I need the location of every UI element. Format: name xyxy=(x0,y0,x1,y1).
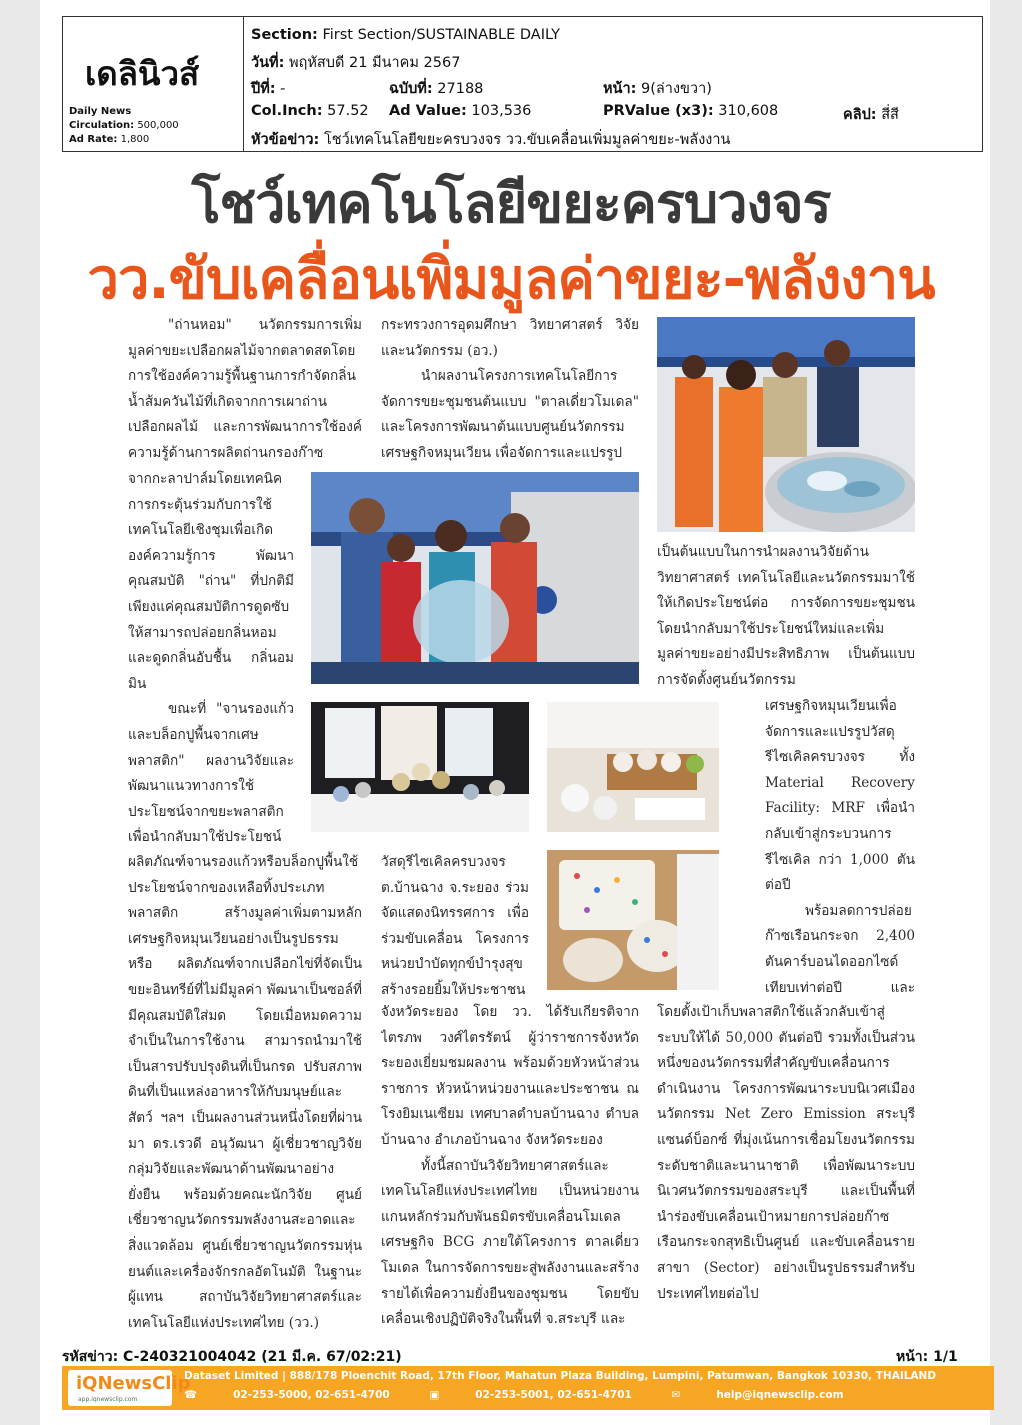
headline-line-2: วว.ขับเคลื่อนเพิ่มมูลค่าขยะ-พลังงาน xyxy=(87,247,935,312)
photo-eggshell-chalk xyxy=(547,702,719,832)
article-col2-mid: วัสดุรีไซเคิลครบวงจร ต.บ้านฉาง จ.ระยอง ร่วมจัดแสดงนิทรรศการ เพื่อร่วมขับเคลื่อน โครงการหน่วยบำบัดทุกข์บำรุงสุข สร้างรอยยิ้มให้ประชาชน xyxy=(381,854,529,998)
year-field: ปีที่: - xyxy=(251,81,286,97)
headline-field: หัวข้อข่าว: โชว์เทคโนโลยีขยะครบวงจร วว.ขับเคลื่อนเพิ่มมูลค่าขยะ-พลังงาน xyxy=(251,132,731,148)
article-col1-bottom: ผลิตภัณฑ์จานรองแก้วหรือบล็อกปูพื้นใช้ประโยชน์จากของเหลือทิ้งประเภทพลาสติก สร้างมูลค่าเพิ่มตามหลักเศรษฐกิจหมุนเวียนอย่างเป็นรูปธรรม หรือ ผลิตภัณฑ์จากเปลือกไข่ที่จัดเป็นขยะอินทรีย์ที่ไม่มีมูลค่า พัฒนาเป็นซอล์ที่มีคุณสมบัติใส่มด โดยเมื่อหมดความจำเป็นในการใช้งาน สามารถนำมาใช้เป็นสารปรับปรุงดินที่เป็นกรด ปรับสภาพดินที่เป็นแหล่งอาหารให้กับมนุษย์และสัตว์ ฯลฯ เป็นผลงานส่วนหนึ่งโดยที่ผ่านมา ดร.เรวดี อนุวัฒนา ผู้เชี่ยวชาญวิจัยกลุ่มวิจัยและพัฒนาด้านพัฒนาอย่างยั่งยืน พร้อมด้วยคณะนักวิจัย ศูนย์เชี่ยวชาญนวัตกรรมพลังงานสะอาดและสิ่งแวดล้อม ศูนย์เชี่ยวชาญนวัตกรรมหุ่นยนต์และเครื่องจักรกลอัตโนมัติ ในฐานะผู้แทน สถาบันวิจัยวิทยาศาสตร์และเทคโนโลยีแห่งประเทศไทย (วว.) xyxy=(128,854,362,1330)
iqnewsclip-logo: iQNewsClip app.iqnewsclip.com xyxy=(68,1370,172,1406)
photo-visit-machine xyxy=(657,317,915,532)
news-code: รหัสข่าว: C-240321004042 (21 มี.ค. 67/02:21) xyxy=(62,1349,402,1365)
colinch-field: Col.Inch: 57.52 xyxy=(251,103,369,119)
article-col3-bottom: โดยตั้งเป้าเก็บพลาสติกใช้แล้วกลับเข้าสู่ระบบให้ได้ 50,000 ตันต่อปี รวมทั้งเป็นส่วนหนึ่งของนวัตกรรมที่สำคัญขับเคลื่อนการดำเนินงาน โครงการพัฒนาระบบนิเวศเมืองนวัตกรรม Net Zero Emission สระบุรีแซนด์บ็อกซ์ ที่มุ่งเน้นการเชื่อมโยงนวัตกรรมระดับชาติและนานาชาติ เพื่อพัฒนาระบบนิเวศนวัตกรรมของสระบุรี และเป็นพื้นที่นำร่องขับเคลื่อนเป้าหมายการปล่อยก๊าซเรือนกระจกสุทธิเป็นศูนย์ และขับเคลื่อนรายสาขา (Sector) อย่างเป็นรูปธรรมสำหรับประเทศไทยต่อไป xyxy=(657,1004,915,1302)
page-count: หน้า: 1/1 xyxy=(896,1349,958,1365)
section-field: Section: First Section/SUSTAINABLE DAILY xyxy=(251,27,560,43)
article-col1-mid: จากกะลาปาล์มโดยเทคนิคการกระตุ้นร่วมกับการใช้เทคโนโลยีเชิงชุมเพื่อเกิดองค์ความรู้การ พัฒนาคุณสมบัติ "ถ่าน" ที่ปกติมีเพียงแค่คุณสมบัติการดูดซับให้สามารถปล่อยกลิ่นหอมและดูดกลิ่นอับชื้น กลิ่นอมมิน ขณะที่ "จานรองแก้วและบล็อกปูพื้นจากเศษพลาสติก" ผลงานวิจัยและพัฒนาแนวทางการใช้ประโยชน์จากขยะพลาสติกเพื่อนำกลับมาใช้ประโยชน์ xyxy=(128,471,294,846)
clip-field: คลิป: สี่สี xyxy=(843,107,899,123)
phone-icon: ☎ xyxy=(184,1389,198,1401)
article-col2-bottom: จังหวัดระยอง โดย วว. ได้รับเกียรติจาก ไตรภพ วงศ์ไตรรัตน์ ผู้ว่าราชการจังหวัดระยองเยี่ยมชมผลงาน พร้อมด้วยหัวหน้าส่วนราชการ หัวหน้าหน่วยงานและประชาชน ณ โรงยิมเนเซียม เทศบาลตำบลบ้านฉาง ตำบลบ้านฉาง อำเภอบ้านฉาง จังหวัดระยอง ทั้งนี้สถาบันวิจัยวิทยาศาสตร์และเทคโนโลยีแห่งประเทศไทย เป็นหน่วยงานแกนหลักร่วมกับพันธมิตรขับเคลื่อนโมเดลเศรษฐกิจ BCG ภายใต้โครงการ ตาลเดี่ยวโมเดล ในการจัดการขยะสู่พลังงานและสร้างรายได้เพื่อความยั่งยืนของชุมชน โดยขับเคลื่อนเชิงปฏิบัติจริงในพื้นที่ จ.สระบุรี และ xyxy=(381,1004,639,1328)
company-address: Dataset Limited | 888/178 Ploenchit Road, 17th Floor, Mahatun Plaza Building, Lumpini, Patumwan, Bangkok 10330, THAILAND xyxy=(184,1370,937,1382)
headline-line-1: โชว์เทคโนโลยีขยะครบวงจร xyxy=(191,172,831,235)
advalue-field: Ad Value: 103,536 xyxy=(389,103,532,119)
article-col2-top: กระทรวงการอุดมศึกษา วิทยาศาสตร์ วิจัย และนวัตกรรม (อว.) นำผลงานโครงการเทคโนโลยีการจัดการขยะชุมชนต้นแบบ "ตาลเดี่ยวโมเดล" และโครงการพัฒนาต้นแบบศูนย์นวัตกรรมเศรษฐกิจหมุนเวียน เพื่อจัดการและแปรรูป xyxy=(381,317,639,461)
footer-bar xyxy=(62,1366,994,1410)
prvalue-field: PRValue (x3): 310,608 xyxy=(603,103,779,119)
clip-info-header xyxy=(62,16,983,152)
fax-icon: ▣ xyxy=(429,1389,440,1401)
photo-recycled-trays xyxy=(547,850,719,990)
publication-logo-cell xyxy=(63,17,244,151)
article-col3-mid: เป็นต้นแบบในการนำผลงานวิจัยด้านวิทยาศาสตร์ เทคโนโลยีและนวัตกรรมมาใช้ให้เกิดประโยชน์ต่อ การจัดการขยะชุมชน โดยนำกลับมาใช้ประโยชน์ใหม่และเพิ่มมูลค่าขยะอย่างมีประสิทธิภาพ เป็นต้นแบบการจัดตั้งศูนย์นวัตกรรม xyxy=(657,544,915,688)
contact-line xyxy=(184,1389,880,1401)
photo-main-visit xyxy=(311,472,639,684)
phone-numbers: 02-253-5000, 02-651-4700 xyxy=(233,1389,390,1401)
date-field: วันที่: พฤหัสบดี 21 มีนาคม 2567 xyxy=(251,55,461,71)
photo-products-display xyxy=(311,702,529,832)
mail-icon: ✉ xyxy=(671,1389,681,1401)
article-col1-top: "ถ่านหอม" นวัตกรรมการเพิ่มมูลค่าขยะเปลือกผลไม้จากตลาดสดโดยการใช้องค์ความรู้พื้นฐานการกำจัดกลิ่นน้ำส้มควันไม้ที่เกิดจากการเผาถ่านเปลือกผลไม้ และการพัฒนาการใช้องค์ความรู้ด้านการผลิตถ่านกรองก๊าซ xyxy=(128,317,362,461)
page-field: หน้า: 9(ล่างขวา) xyxy=(603,81,712,97)
issue-field: ฉบับที่: 27188 xyxy=(389,81,484,97)
fax-numbers: 02-253-5001, 02-651-4701 xyxy=(475,1389,632,1401)
dailynews-logo: เดลินิวส์ xyxy=(85,54,200,93)
email-address: help@iqnewsclip.com xyxy=(716,1389,844,1401)
publication-meta: Daily News Circulation: 500,000 Ad Rate: 1,800 xyxy=(69,106,179,145)
article-col3-right: เศรษฐกิจหมุนเวียนเพื่อจัดการและแปรรูปวัสดุรีไซเคิลครบวงจร ทั้ง Material Recovery Facility: MRF เพื่อนำกลับเข้าสู่กระบวนการรีไซเคิล กว่า 1,000 ตันต่อปี พร้อมลดการปล่อยก๊าซเรือนกระจก 2,400 ตันคาร์บอนไดออกไซด์เทียบเท่าต่อปี และ xyxy=(765,698,915,996)
